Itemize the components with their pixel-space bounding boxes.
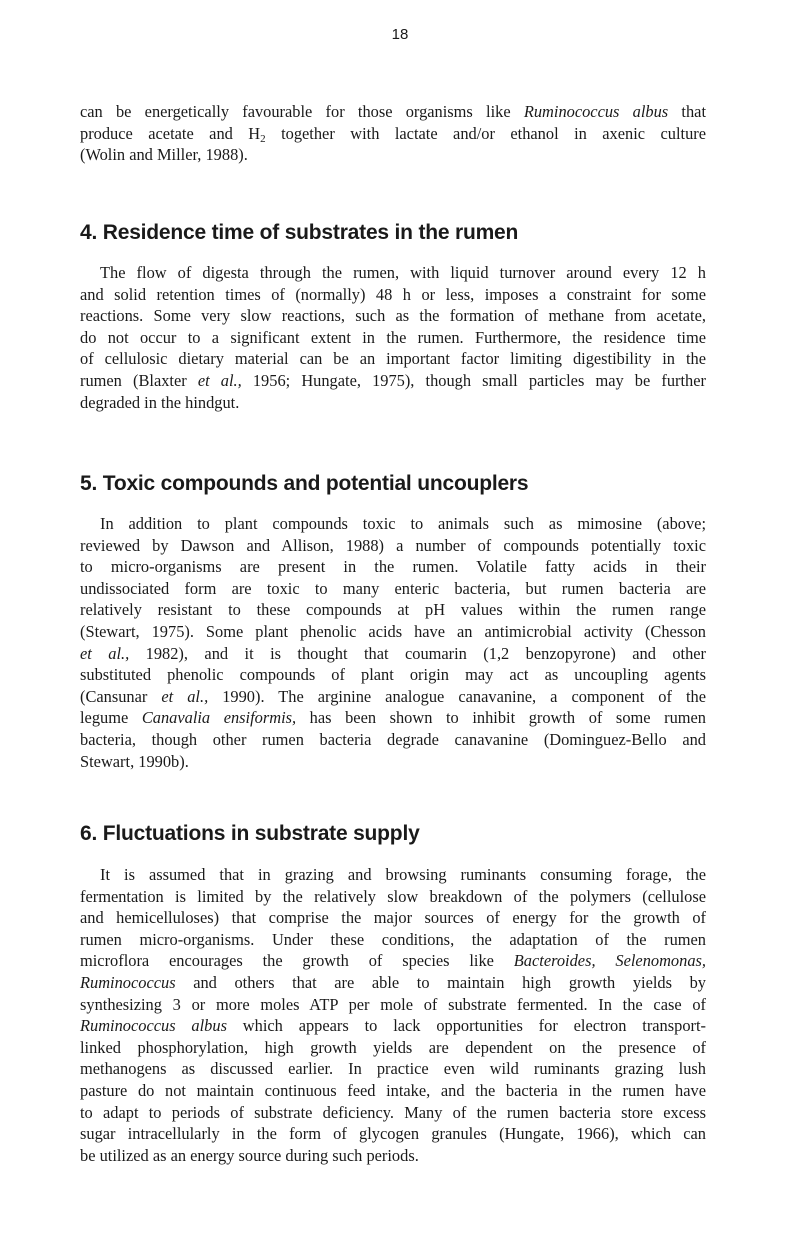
text-line: to adapt to periods of substrate deficiency. Many of the rumen bacteria store excess [80, 1102, 706, 1122]
text-line: linked phosphorylation, high growth yields are dependent on the presence of [80, 1037, 706, 1057]
section-heading-4: 4. Residence time of substrates in the rumen [80, 221, 519, 244]
text-line: The flow of digesta through the rumen, with liquid turnover around every 12 h [100, 263, 706, 282]
text-line: undissociated form are toxic to many enteric bacteria, but rumen bacteria are [80, 578, 706, 598]
text-line: to micro-organisms are present in the rumen. Volatile fatty acids in their [80, 557, 706, 577]
section-4-paragraph [80, 262, 706, 413]
text-line: do not occur to a significant extent in the rumen. Furthermore, the residence time [80, 327, 706, 347]
text-line: produce acetate and $H_2$ together with lactate and/or ethanol in axenic culture [80, 123, 706, 145]
page-number: 18 [391, 26, 409, 43]
text-line: relatively resistant to these compounds at pH values within the rumen range [80, 600, 706, 620]
text-line: reviewed by Dawson and Allison, 1988) a number of compounds potentially toxic [80, 535, 706, 555]
text-line: (Wolin and Miller, 1988). [80, 145, 248, 165]
text-line: In addition to plant compounds toxic to animals such as mimosine (above; [100, 514, 706, 533]
text-line: reactions. Some very slow reactions, such as the formation of methane from acetate, [80, 306, 706, 326]
paragraph-text [80, 101, 706, 166]
text-line: rumen micro-organisms. Under these conditions, the adaptation of the rumen [80, 929, 706, 949]
text-line: of cellulosic dietary material can be an important factor limiting digestibility in the [80, 349, 706, 369]
paragraph-text [80, 864, 706, 1166]
text-line: synthesizing 3 or more moles ATP per mole of substrate fermented. In the case of [80, 994, 706, 1014]
italic-term: Ruminococcus albus [80, 1016, 227, 1036]
text-line: substituted phenolic compounds of plant origin may act as uncoupling agents [80, 665, 706, 685]
text-line: sugar intracellularly in the form of glycogen granules (Hungate, 1966), which can [80, 1124, 706, 1144]
text-line: Stewart, 1990b). [80, 751, 189, 771]
text-line: and solid retention times of (normally) 48 h or less, imposes a constraint for some [80, 284, 706, 304]
italic-term: et al., [80, 643, 130, 663]
text-line: (Stewart, 1975). Some plant phenolic acids have an antimicrobial activity (Chesson [80, 621, 706, 641]
text-line: bacteria, though other rumen bacteria degrade canavanine (Dominguez-Bello and [80, 729, 706, 749]
section-5-paragraph [80, 513, 706, 772]
text-line: Ruminococcus albus which appears to lack opportunities for electron transport- [80, 1016, 706, 1036]
paragraph-text [80, 513, 706, 772]
italic-term: Ruminococcus albus [523, 102, 669, 121]
italic-term: Ruminococcus [80, 972, 176, 992]
section-heading-5: 5. Toxic compounds and potential uncouplers [80, 472, 529, 495]
text-line: pasture do not maintain continuous feed intake, and the bacteria in the rumen have [80, 1080, 706, 1100]
paragraph-text [80, 262, 706, 413]
italic-term: Canavalia ensiformis, [141, 708, 297, 728]
text-line: degraded in the hindgut. [80, 392, 240, 412]
italic-term: et al., [161, 686, 209, 706]
text-line: legume Canavalia ensiformis, has been shown to inhibit growth of some rumen [80, 708, 706, 728]
section-heading-6: 6. Fluctuations in substrate supply [80, 822, 420, 845]
text-line: rumen (Blaxter et al., 1956; Hungate, 1975), though small particles may be further [80, 370, 706, 390]
subscript: 2 [260, 132, 266, 145]
text-line: (Cansunar et al., 1990). The arginine analogue canavanine, a component of the [80, 686, 707, 706]
text-line: It is assumed that in grazing and browsing ruminants consuming forage, the [100, 865, 706, 884]
italic-term: et al., [197, 370, 242, 390]
text-line: microflora encourages the growth of species like Bacteroides, Selenomonas, [80, 951, 706, 971]
intro-paragraph [80, 101, 706, 166]
section-6-paragraph [80, 864, 706, 1166]
text-line: and hemicelluloses) that comprise the major sources of energy for the growth of [80, 908, 706, 928]
text-line: can be energetically favourable for those organisms like Ruminococcus albus that [80, 102, 706, 121]
text-line: methanogens as discussed earlier. In practice even wild ruminants grazing lush [80, 1059, 706, 1079]
text-line: be utilized as an energy source during such periods. [80, 1145, 419, 1165]
text-line: et al., 1982), and it is thought that coumarin (1,2 benzopyrone) and other [80, 643, 707, 663]
text-line: Ruminococcus and others that are able to maintain high growth yields by [80, 972, 706, 992]
italic-term: Bacteroides, Selenomonas, [513, 951, 706, 971]
text-line: fermentation is limited by the relatively slow breakdown of the polymers (cellulose [80, 886, 706, 906]
